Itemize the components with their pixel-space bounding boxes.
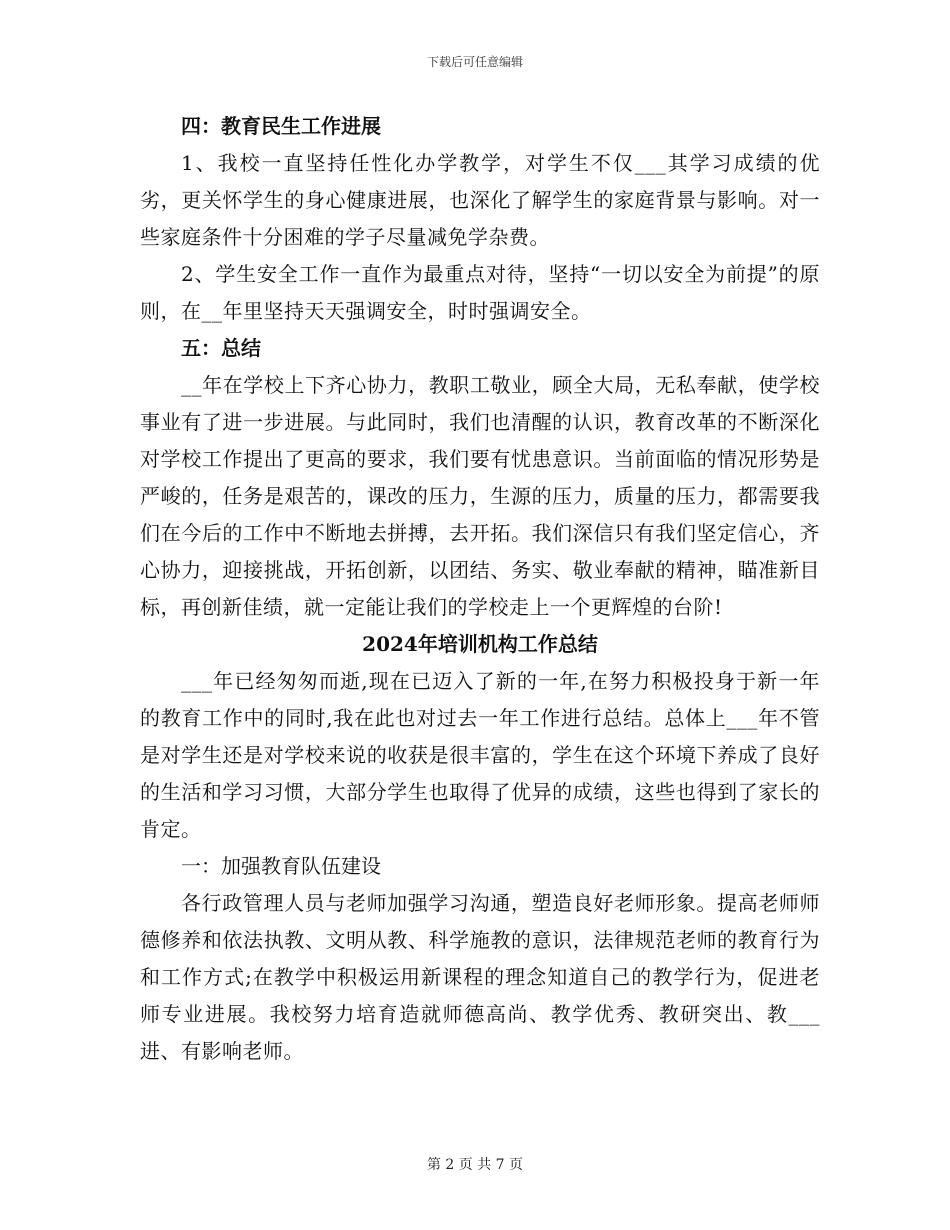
paragraph: ___年已经匆匆而逝,现在已迈入了新的一年,在努力积极投身于新一年的教育工作中的同时,我在此也对过去一年工作进行总结。总体上___年不管是对学生还是对学校来说的收获是很丰富的，学生在这个环境下养成了良好的生活和学习习惯，大部分学生也取得了优异的成绩，这些也得到了家长的肯定。: [140, 669, 820, 841]
article-title: 2024年培训机构工作总结: [362, 632, 598, 656]
page-header-note: 下载后可任意编辑: [426, 55, 523, 69]
paragraph: 各行政管理人员与老师加强学习沟通，塑造良好老师形象。提高老师师德修养和依法执教、文明从教、科学施教的意识，法律规范老师的教育行为和工作方式;在教学中积极运用新课程的理念知道自己的教学行为，促进老师专业进展。我校努力培育造就师德高尚、教学优秀、教研突出、教___进、有影响老师。: [140, 891, 820, 1063]
page-number: 第 2 页 共 7 页: [426, 1157, 524, 1173]
section-heading-summary: 五：总结: [181, 336, 261, 360]
paragraph: __年在学校上下齐心协力，教职工敬业，顾全大局，无私奉献，使学校事业有了进一步进展。与此同时，我们也清醒的认识，教育改革的不断深化对学校工作提出了更高的要求，我们要有忧患意识。当前面临的情况形势是严峻的，任务是艰苦的，课改的压力，生源的压力，质量的压力，都需要我们在今后的工作中不断地去拼搏，去开拓。我们深信只有我们坚定信心，齐心协力，迎接挑战，开拓创新，以团结、务实、敬业奉献的精神，瞄准新目标，再创新佳绩，就一定能让我们的学校走上一个更辉煌的台阶!: [140, 373, 820, 619]
document-body: [140, 108, 820, 1070]
paragraph: 2、学生安全工作一直作为最重点对待，坚持“一切以安全为前提”的原则，在__年里坚持天天强调安全，时时强调安全。: [140, 262, 820, 323]
section-label-team: 一：加强教育队伍建设: [181, 854, 381, 878]
paragraph: 1、我校一直坚持任性化办学教学，对学生不仅___其学习成绩的优劣，更关怀学生的身心健康进展，也深化了解学生的家庭背景与影响。对一些家庭条件十分困难的学子尽量减免学杂费。: [140, 151, 820, 249]
section-heading-education: 四：教育民生工作进展: [181, 114, 381, 138]
